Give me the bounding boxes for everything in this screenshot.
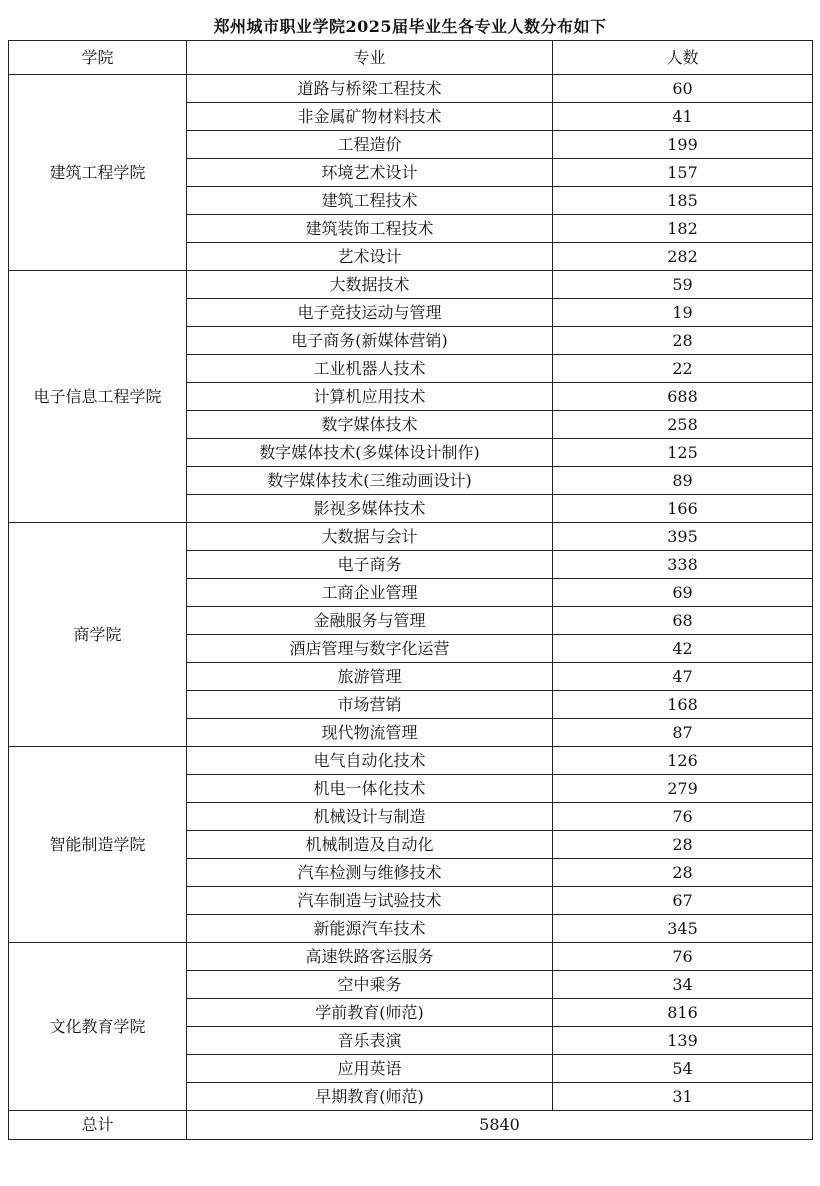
major-cell: 建筑工程技术 [187,187,553,215]
major-cell: 数字媒体技术(三维动画设计) [187,467,553,495]
table-row [9,75,813,103]
total-value: 5840 [187,1111,813,1140]
count-cell: 125 [553,439,813,467]
major-cell: 电子竞技运动与管理 [187,299,553,327]
count-cell: 89 [553,467,813,495]
count-cell: 69 [553,579,813,607]
count-cell: 42 [553,635,813,663]
major-cell: 电气自动化技术 [187,747,553,775]
table-row [9,523,813,551]
count-cell: 258 [553,411,813,439]
count-cell: 60 [553,75,813,103]
major-cell: 应用英语 [187,1055,553,1083]
count-cell: 168 [553,691,813,719]
count-cell: 67 [553,887,813,915]
major-cell: 环境艺术设计 [187,159,553,187]
count-cell: 19 [553,299,813,327]
count-cell: 28 [553,327,813,355]
total-label: 总计 [9,1111,187,1140]
count-cell: 139 [553,1027,813,1055]
college-cell: 商学院 [9,523,187,747]
header-count: 人数 [553,41,813,75]
count-cell: 34 [553,971,813,999]
major-cell: 金融服务与管理 [187,607,553,635]
count-cell: 87 [553,719,813,747]
table-header-row [9,41,813,75]
major-cell: 市场营销 [187,691,553,719]
table-body [9,75,813,1111]
major-cell: 道路与桥梁工程技术 [187,75,553,103]
count-cell: 41 [553,103,813,131]
major-cell: 汽车制造与试验技术 [187,887,553,915]
major-cell: 艺术设计 [187,243,553,271]
major-cell: 机电一体化技术 [187,775,553,803]
count-cell: 54 [553,1055,813,1083]
count-cell: 126 [553,747,813,775]
college-cell: 建筑工程学院 [9,75,187,271]
major-cell: 新能源汽车技术 [187,915,553,943]
count-cell: 182 [553,215,813,243]
count-cell: 199 [553,131,813,159]
count-cell: 338 [553,551,813,579]
count-cell: 22 [553,355,813,383]
table-row [9,943,813,971]
count-cell: 282 [553,243,813,271]
count-cell: 395 [553,523,813,551]
major-cell: 空中乘务 [187,971,553,999]
major-cell: 汽车检测与维修技术 [187,859,553,887]
graduate-distribution-table [8,40,813,1140]
major-cell: 高速铁路客运服务 [187,943,553,971]
major-cell: 数字媒体技术 [187,411,553,439]
count-cell: 816 [553,999,813,1027]
college-cell: 文化教育学院 [9,943,187,1111]
major-cell: 建筑装饰工程技术 [187,215,553,243]
major-cell: 大数据与会计 [187,523,553,551]
major-cell: 计算机应用技术 [187,383,553,411]
major-cell: 工业机器人技术 [187,355,553,383]
count-cell: 688 [553,383,813,411]
count-cell: 68 [553,607,813,635]
major-cell: 非金属矿物材料技术 [187,103,553,131]
major-cell: 工程造价 [187,131,553,159]
major-cell: 酒店管理与数字化运营 [187,635,553,663]
major-cell: 数字媒体技术(多媒体设计制作) [187,439,553,467]
major-cell: 旅游管理 [187,663,553,691]
college-cell: 智能制造学院 [9,747,187,943]
total-row [9,1111,813,1140]
major-cell: 音乐表演 [187,1027,553,1055]
count-cell: 28 [553,831,813,859]
major-cell: 工商企业管理 [187,579,553,607]
major-cell: 电子商务 [187,551,553,579]
page-title: 郑州城市职业学院2025届毕业生各专业人数分布如下 [213,17,607,36]
major-cell: 早期教育(师范) [187,1083,553,1111]
major-cell: 机械设计与制造 [187,803,553,831]
table-row [9,747,813,775]
count-cell: 76 [553,943,813,971]
count-cell: 31 [553,1083,813,1111]
major-cell: 机械制造及自动化 [187,831,553,859]
count-cell: 157 [553,159,813,187]
header-major: 专业 [187,41,553,75]
count-cell: 279 [553,775,813,803]
count-cell: 345 [553,915,813,943]
major-cell: 电子商务(新媒体营销) [187,327,553,355]
major-cell: 学前教育(师范) [187,999,553,1027]
major-cell: 大数据技术 [187,271,553,299]
count-cell: 166 [553,495,813,523]
table-row [9,271,813,299]
college-cell: 电子信息工程学院 [9,271,187,523]
count-cell: 76 [553,803,813,831]
header-college: 学院 [9,41,187,75]
count-cell: 185 [553,187,813,215]
major-cell: 影视多媒体技术 [187,495,553,523]
count-cell: 59 [553,271,813,299]
count-cell: 28 [553,859,813,887]
major-cell: 现代物流管理 [187,719,553,747]
count-cell: 47 [553,663,813,691]
